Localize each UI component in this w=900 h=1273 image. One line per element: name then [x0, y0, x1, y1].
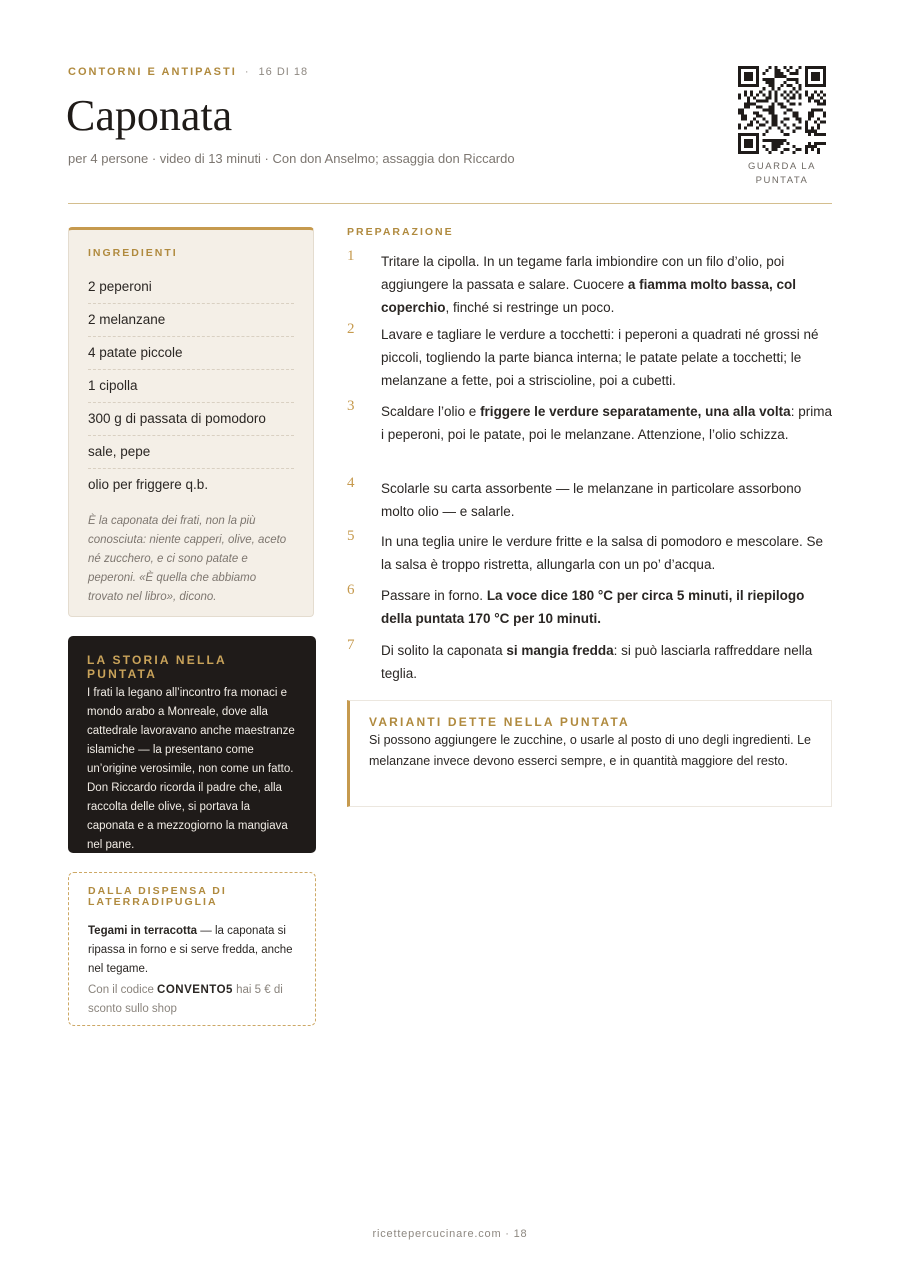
step-text-segment: Tritare la cipolla. In un tegame farla imbiondire con un filo d’olio, poi aggiungere la passata e salare. Cuocere — [381, 254, 785, 292]
variants-box — [347, 700, 832, 807]
ingredients-note: È la caponata dei frati, non la più conosciuta: niente capperi, olive, aceto né zucchero, e ci sono patate e peperoni. «È quella che abbiamo trovato nel libro», dicono. — [88, 515, 287, 603]
step-number: 4 — [347, 475, 355, 491]
step-emphasis: a fiamma molto bassa, col coperchio — [381, 277, 796, 315]
step-text-segment: , finché si restringe un poco. — [445, 300, 615, 315]
step-number: 1 — [347, 248, 355, 264]
story-text: I frati la legano all’incontro fra monaci e mondo arabo a Monreale, dove alla cattedrale lavoravano anche maestranze islamiche — la presentano come un’origine verosimile, non come un fatto. Don Riccardo ricorda il padre che, alla raccolta delle olive, si portava la caponata e a mezzogiorno la mangiava nel pane. — [87, 687, 295, 851]
step-text-segment: : si può lasciarla raffreddare nella teglia. — [381, 643, 813, 681]
step-number: 5 — [347, 528, 355, 544]
promo-code: CONVENTO5 — [157, 984, 233, 996]
step-number: 6 — [347, 582, 355, 598]
step-text — [381, 400, 832, 446]
step-number: 2 — [347, 321, 355, 337]
recipe-title: Caponata — [66, 91, 233, 140]
ingredients-box — [68, 227, 314, 617]
ingredient-item: 2 peperoni — [88, 271, 294, 304]
kicker-separator: · — [244, 66, 251, 78]
ingredient-item: sale, pepe — [88, 436, 294, 469]
step-number: 7 — [347, 637, 355, 653]
ingredient-item: 2 melanzane — [88, 304, 294, 337]
ingredients-heading: INGREDIENTI — [88, 247, 178, 259]
pantry-product-text: — la caponata si ripassa in forno e si serve fredda, anche nel tegame. — [88, 925, 293, 975]
step-emphasis: si mangia fredda — [506, 643, 614, 658]
recipe-subtitle: per 4 persone · video di 13 minuti · Con don Anselmo; assaggia don Riccardo — [68, 151, 515, 166]
qr-caption: GUARDA LA PUNTATA — [748, 161, 816, 186]
step-text-segment: Scaldare l’olio e — [381, 404, 481, 419]
step-text-segment: Lavare e tagliare le verdure a tocchetti: i peperoni a quadrati né grossi né piccoli, togliendo la parte bianca interna; le patate pelate a tocchetti; le melanzane a fette, poi a striscioline, poi a cubetti. — [381, 327, 819, 388]
step-text — [381, 584, 832, 630]
step-text-segment: Scolarle su carta assorbente — le melanzane in particolare assorbono molto olio — e salarle. — [381, 481, 802, 519]
step-text — [381, 477, 832, 523]
step-text-segment: In una teglia unire le verdure fritte e la salsa di pomodoro e mescolare. Se la salsa è troppo ristretta, allungarla con un po’ d’acqua. — [381, 534, 823, 572]
pantry-box — [68, 872, 316, 1026]
preparation-heading: PREPARAZIONE — [347, 226, 454, 238]
recipe-page — [68, 0, 832, 1273]
page-indicator: 16 DI 18 — [258, 66, 309, 78]
section-label: CONTORNI E ANTIPASTI — [68, 66, 237, 78]
ingredients-list — [88, 271, 294, 502]
pantry-text — [88, 922, 296, 979]
story-box — [68, 636, 316, 853]
step-emphasis: La voce dice 180 °C per circa 5 minuti, il riepilogo della puntata 170 °C per 10 minuti. — [381, 588, 805, 626]
qr-code-icon[interactable] — [738, 66, 826, 154]
ingredient-item: 4 patate piccole — [88, 337, 294, 370]
ingredient-item: olio per friggere q.b. — [88, 477, 209, 492]
header-divider — [68, 203, 832, 204]
step-text — [381, 639, 832, 685]
step-text-segment: : prima i peperoni, poi le patate, poi le melanzane. Attenzione, l’olio schizza. — [381, 404, 832, 442]
variants-heading: VARIANTI DETTE NELLA PUNTATA — [369, 715, 630, 729]
promo-suffix: hai 5 € di sconto sullo shop — [88, 984, 283, 1015]
page-footer: ricettepercucinare.com · 18 — [372, 1228, 528, 1240]
category-kicker — [68, 66, 308, 78]
ingredient-item: 1 cipolla — [88, 370, 294, 403]
step-text — [381, 250, 832, 319]
pantry-product[interactable]: Tegami in terracotta — [88, 925, 198, 937]
step-text — [381, 323, 832, 392]
promo-prefix: Con il codice — [88, 984, 158, 996]
story-heading: LA STORIA NELLA PUNTATA — [87, 653, 227, 681]
step-text — [381, 530, 832, 576]
step-text-segment: Passare in forno. — [381, 588, 487, 603]
pantry-heading: DALLA DISPENSA DI LATERRADIPUGLIA — [88, 885, 227, 908]
step-text-segment: Di solito la caponata — [381, 643, 507, 658]
ingredient-item: 300 g di passata di pomodoro — [88, 403, 294, 436]
step-number: 3 — [347, 398, 355, 414]
promo-text — [88, 981, 296, 1019]
variants-text: Si possono aggiungere le zucchine, o usarle al posto di uno degli ingredienti. Le melanzane invece devono esserci sempre, e in quantità maggiore del resto. — [369, 733, 811, 768]
step-emphasis: friggere le verdure separatamente, una alla volta — [480, 404, 791, 419]
